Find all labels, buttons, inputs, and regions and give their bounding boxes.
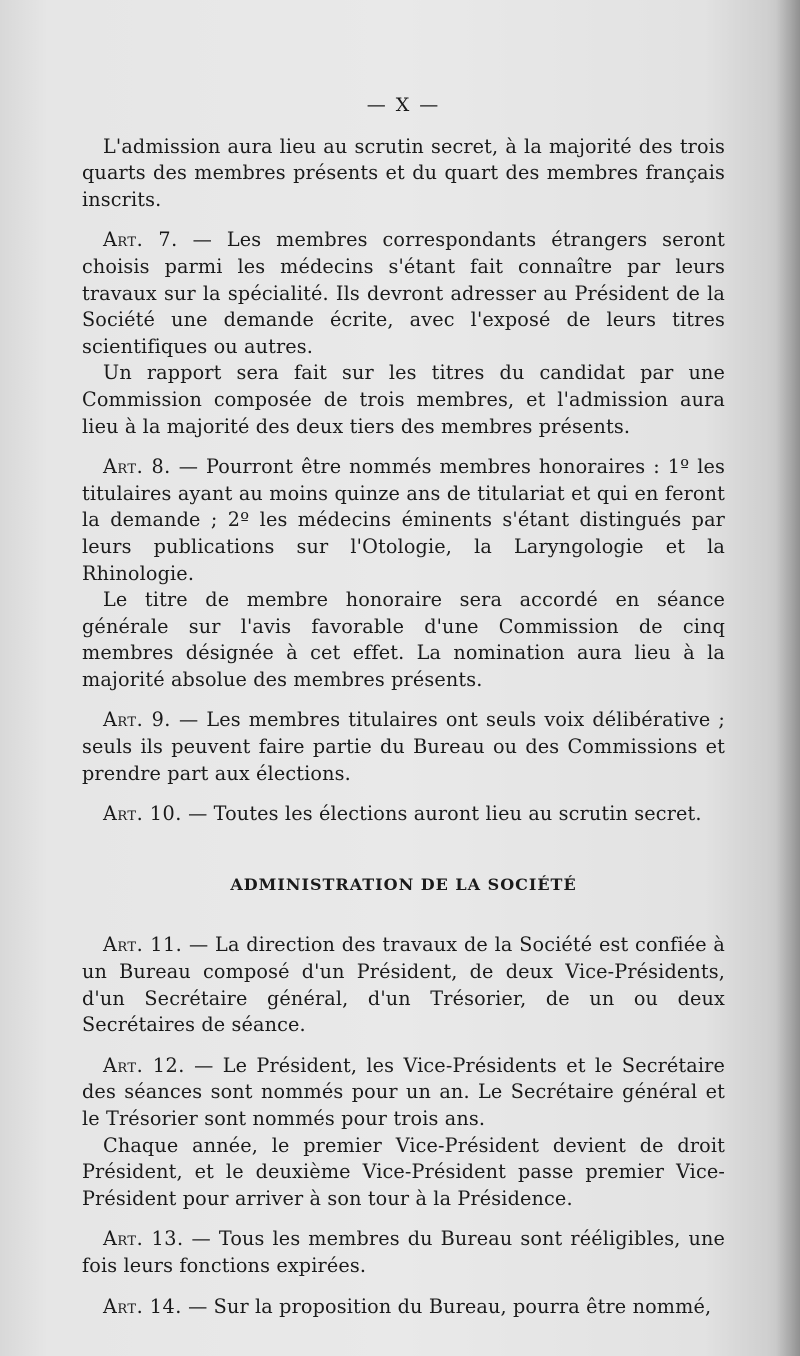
section-heading: ADMINISTRATION DE LA SOCIÉTÉ xyxy=(230,874,577,894)
page-number: — X — xyxy=(366,94,441,116)
article-14-text: — Sur la proposition du Bureau, pourra être nommé, xyxy=(188,1294,712,1318)
article-9-label: Art. 9. xyxy=(103,708,171,732)
page-text xyxy=(82,92,725,1320)
article-7-continuation: Un rapport sera fait sur les titres du candidat par une Commission composée de trois membres, et l'admission aura lieu à la majorité des deux tiers des membres présents. xyxy=(82,361,725,438)
article-7-label: Art. 7. xyxy=(103,228,178,252)
article-10 xyxy=(82,801,725,828)
article-10-text: — Toutes les élections auront lieu au scrutin secret. xyxy=(188,802,702,826)
article-10-label: Art. 10. xyxy=(103,802,182,826)
article-9-text: — Les membres titulaires ont seuls voix délibérative ; seuls ils peuvent faire partie du Bureau ou des Commissions et prendre part aux élections. xyxy=(82,708,726,785)
article-11-label: Art. 11. xyxy=(103,933,183,957)
article-8-label: Art. 8. xyxy=(103,455,171,479)
article-7 xyxy=(82,227,725,360)
article-11 xyxy=(82,932,725,1038)
article-12-text: — Le Président, les Vice-Présidents et le Secrétaire des séances sont nommés pour un an. Le Secrétaire général et le Trésorier sont nommés pour trois ans. xyxy=(82,1053,725,1130)
article-9 xyxy=(82,707,725,787)
article-14 xyxy=(82,1294,725,1321)
article-12-continuation: Chaque année, le premier Vice-Président devient de droit Président, et le deuxième Vice-Président passe premier Vice-Président pour arriver à son tour à la Présidence. xyxy=(82,1133,725,1210)
paragraph-admission: L'admission aura lieu au scrutin secret, à la majorité des trois quarts des membres présents et du quart des membres français inscrits. xyxy=(82,134,725,211)
article-13 xyxy=(82,1226,725,1279)
article-12 xyxy=(82,1053,725,1133)
article-8-text: — Pourront être nommés membres honoraires : 1º les titulaires ayant au moins quinze ans de titulariat et qui en feront la demande ; 2º les médecins éminents s'étant distingués par leurs publications sur l'Otologie, la Laryngologie et la Rhinologie. xyxy=(82,455,725,585)
article-7-text: — Les membres correspondants étrangers seront choisis parmi les médecins s'étant fait connaître par leurs travaux sur la spécialité. Ils devront adresser au Président de la Société une demande écrite, avec l'exposé de leurs titres scientifiques ou autres. xyxy=(82,228,726,358)
article-14-label: Art. 14. xyxy=(103,1294,182,1318)
article-13-label: Art. 13. xyxy=(103,1227,184,1251)
page-edge-shadow xyxy=(776,0,800,1356)
article-8-continuation: Le titre de membre honoraire sera accordé en séance générale sur l'avis favorable d'une Commission de cinq membres désignée à cet effet. La nomination aura lieu à la majorité absolue des membres présents. xyxy=(82,588,725,691)
article-11-text: — La direction des travaux de la Société est confiée à un Bureau composé d'un Président, de deux Vice-Présidents, d'un Secrétaire général, d'un Trésorier, de un ou deux Secrétaires de séance. xyxy=(82,933,726,1037)
article-12-label: Art. 12. xyxy=(103,1053,185,1077)
article-8 xyxy=(82,454,725,587)
article-13-text: — Tous les membres du Bureau sont rééligibles, une fois leurs fonctions expirées. xyxy=(82,1227,725,1277)
